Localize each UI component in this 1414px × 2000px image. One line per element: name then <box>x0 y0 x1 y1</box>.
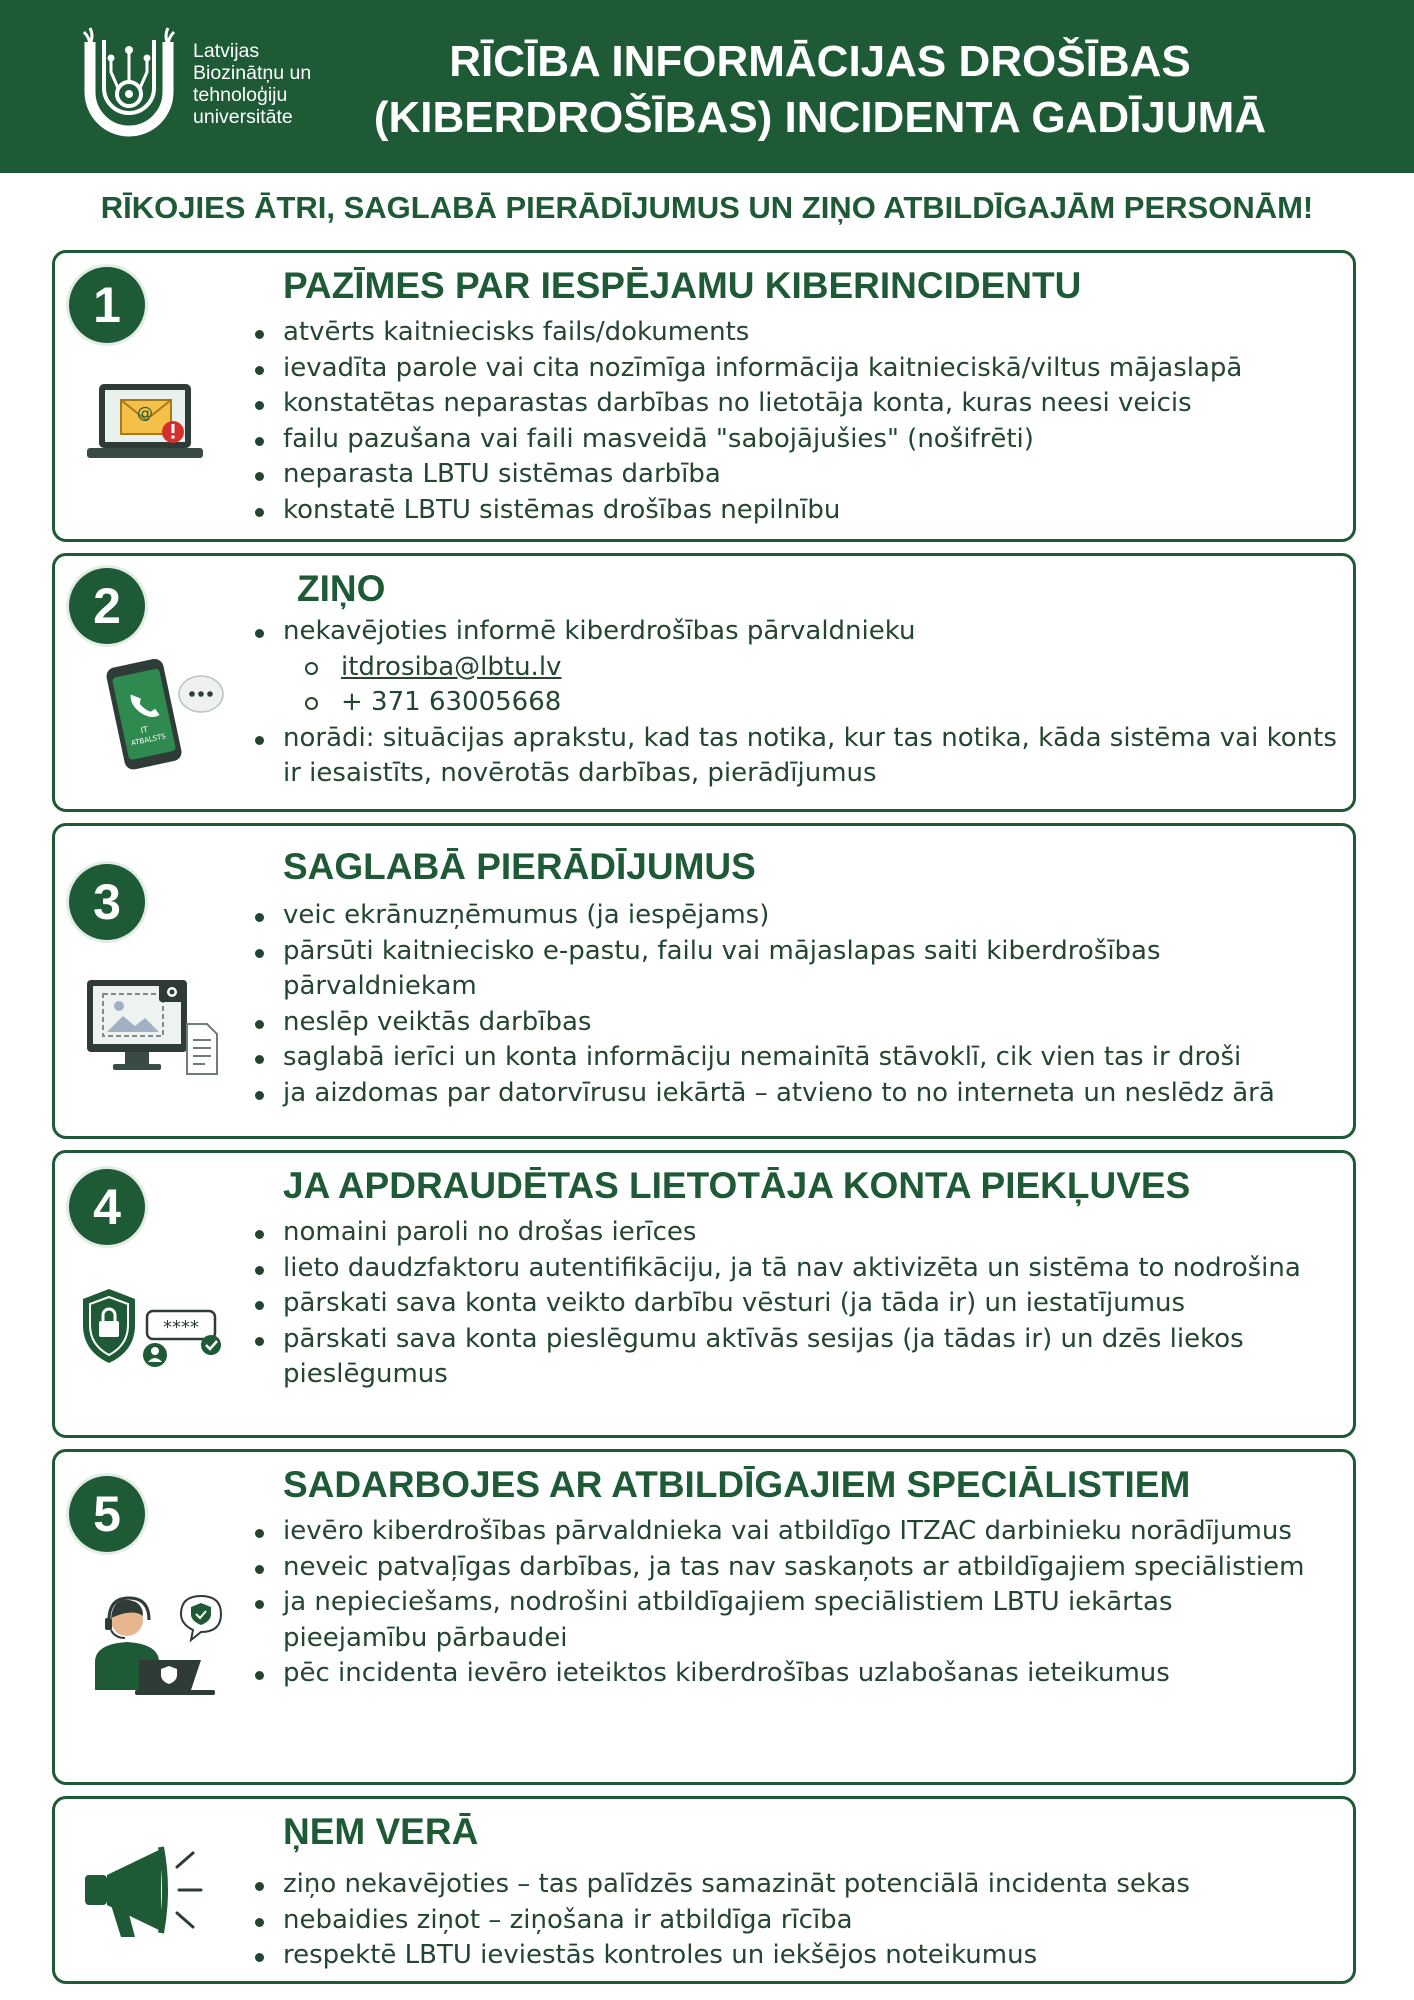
university-name: Latvijas Biozinātņu un tehnoloģiju universitāte <box>193 40 312 128</box>
list-item: failu pazušana vai faili masveidā "sabojājušies" (nošifrēti) <box>255 422 1242 458</box>
step-list <box>255 315 1242 528</box>
list-item: lieto daudzfaktoru autentifikāciju, ja tā nav aktivizēta un sistēma to nodrošina <box>255 1251 1345 1287</box>
step-card-3 <box>52 823 1356 1139</box>
step-title: SAGLABĀ PIERĀDĪJUMUS <box>283 846 756 887</box>
step-list <box>255 1514 1315 1692</box>
shield-lock-password-icon <box>77 1283 227 1378</box>
svg-text:****: **** <box>163 1317 199 1338</box>
list-item: neslēp veiktās darbības <box>255 1005 1345 1041</box>
list-item: saglabā ierīci un konta informāciju nemainītā stāvoklī, cik vien tas ir droši <box>255 1040 1345 1076</box>
list-item: veic ekrānuzņēmumus (ja iespējams) <box>255 898 1345 934</box>
svg-text:ATBALSTS: ATBALSTS <box>130 732 167 748</box>
step-list <box>255 898 1345 1111</box>
step-number-badge: 2 <box>69 568 145 644</box>
phone-number: + 371 63005668 <box>255 685 1345 721</box>
step-number-badge: 4 <box>69 1169 145 1245</box>
svg-text:IT: IT <box>139 724 149 736</box>
step-card-5 <box>52 1449 1356 1785</box>
step-title: ZIŅO <box>297 568 386 609</box>
svg-text:@: @ <box>137 403 153 422</box>
megaphone-icon <box>81 1837 231 1947</box>
list-item: atvērts kaitniecisks fails/dokuments <box>255 315 1242 351</box>
list-item: norādi: situācijas aprakstu, kad tas notika, kur tas notika, kāda sistēma vai konts ir iesaistīts, novērotās darbības, pierādījumus <box>255 721 1345 792</box>
header-banner <box>0 0 1414 173</box>
list-item: ziņo nekavējoties – tas palīdzēs samazināt potenciālā incidenta sekas <box>255 1867 1345 1903</box>
step-number-badge: 5 <box>69 1476 145 1552</box>
note-card <box>52 1796 1356 1984</box>
list-item: ievēro kiberdrošības pārvaldnieka vai atbildīgo ITZAC darbinieku norādījumus <box>255 1514 1315 1550</box>
note-title: ŅEM VERĀ <box>283 1811 479 1852</box>
step-number-badge: 3 <box>69 864 145 940</box>
phone-call-icon <box>105 654 225 774</box>
list-item: neparasta LBTU sistēmas darbība <box>255 457 1242 493</box>
page-title: RĪCĪBA INFORMĀCIJAS DROŠĪBAS (KIBERDROŠĪBAS) INCIDENTA GADĪJUMĀ <box>373 37 1267 142</box>
university-logo-icon <box>78 22 180 152</box>
list-item: ja nepieciešams, nodrošini atbildīgajiem speciālistiem LBTU iekārtas pieejamību pārbaudei <box>255 1585 1315 1656</box>
list-item: nebaidies ziņot – ziņošana ir atbildīga rīcība <box>255 1903 1345 1939</box>
step-card-1 <box>52 250 1356 542</box>
list-item: pārskati sava konta pieslēgumu aktīvās sesijas (ja tādas ir) un dzēs liekos pieslēgumus <box>255 1322 1345 1393</box>
laptop-email-warning-icon <box>85 378 205 468</box>
list-item: ievadīta parole vai cita nozīmīga informācija kaitnieciskā/viltus mājaslapā <box>255 351 1242 387</box>
step-list <box>255 1215 1345 1393</box>
list-item: nomaini paroli no drošas ierīces <box>255 1215 1345 1251</box>
note-list <box>255 1867 1345 1974</box>
step-number-badge: 1 <box>69 267 145 343</box>
step-title: PAZĪMES PAR IESPĒJAMU KIBERINCIDENTU <box>283 265 1082 306</box>
step-title: SADARBOJES AR ATBILDĪGAJIEM SPECIĀLISTIEM <box>283 1464 1191 1505</box>
list-item: pēc incidenta ievēro ieteiktos kiberdrošības uzlabošanas ieteikumus <box>255 1656 1315 1692</box>
motto-heading: RĪKOJIES ĀTRI, SAGLABĀ PIERĀDĪJUMUS UN ZIŅO ATBILDĪGAJĀM PERSONĀM! <box>100 190 1314 225</box>
step-title: JA APDRAUDĒTAS LIETOTĀJA KONTA PIEKĻUVES <box>283 1165 1191 1206</box>
email-link[interactable]: itdrosiba@lbtu.lv <box>255 650 1345 686</box>
step-list <box>255 614 1345 792</box>
list-item: konstatētas neparastas darbības no lietotāja konta, kuras neesi veicis <box>255 386 1242 422</box>
list-item: konstatē LBTU sistēmas drošības nepilnību <box>255 493 1242 529</box>
list-item: respektē LBTU ieviestās kontroles un iekšējos noteikumus <box>255 1938 1345 1974</box>
list-item: neveic patvaļīgas darbības, ja tas nav saskaņots ar atbildīgajiem speciālistiem <box>255 1550 1315 1586</box>
list-item: pārsūti kaitniecisko e-pastu, failu vai mājaslapas saiti kiberdrošības pārvaldniekam <box>255 934 1345 1005</box>
step-card-4 <box>52 1150 1356 1438</box>
list-item: pārskati sava konta veikto darbību vēsturi (ja tāda ir) un iestatījumus <box>255 1286 1345 1322</box>
monitor-screenshot-icon <box>83 976 223 1081</box>
list-item: nekavējoties informē kiberdrošības pārvaldnieku <box>255 614 1345 650</box>
list-item: ja aizdomas par datorvīrusu iekārtā – atvieno to no interneta un neslēdz ārā <box>255 1076 1345 1112</box>
support-specialist-icon <box>81 1590 231 1700</box>
step-card-2 <box>52 553 1356 812</box>
